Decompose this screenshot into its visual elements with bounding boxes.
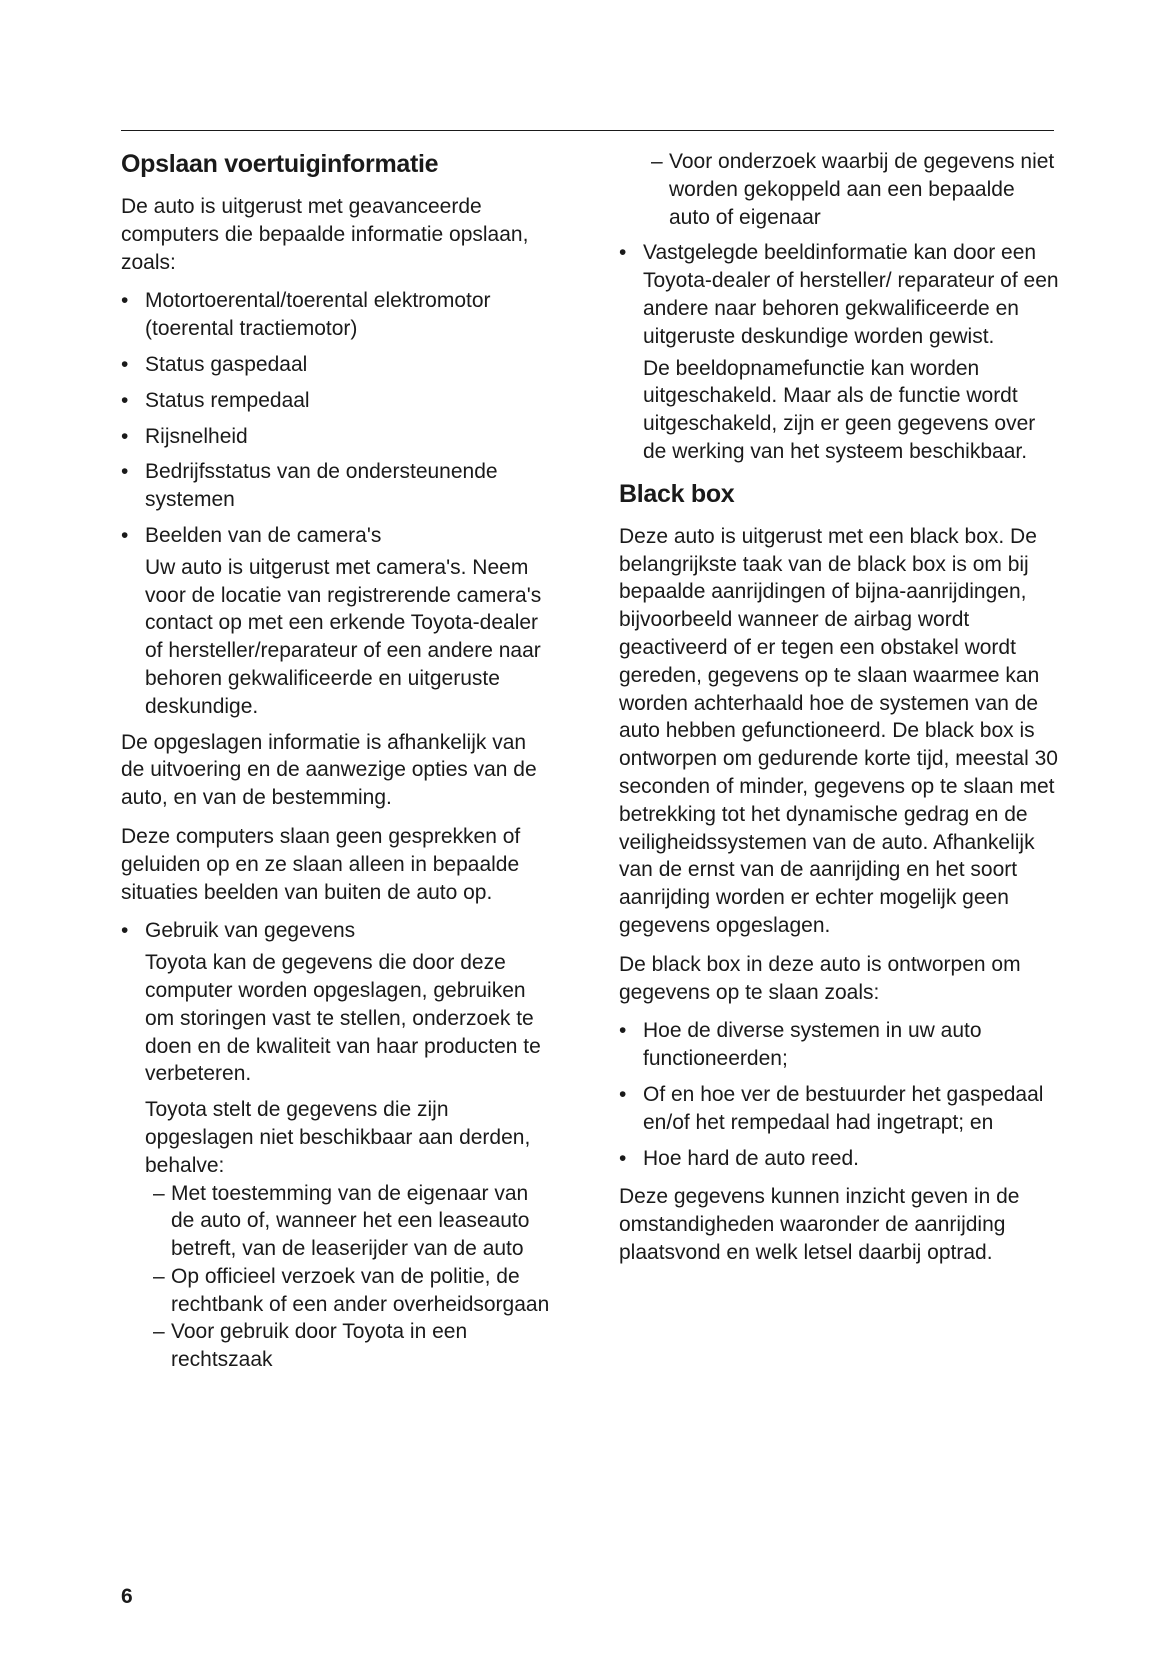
usage-paragraph-2: Toyota stelt de gegevens die zijn opgeslagen niet beschikbaar aan derden, behalve:	[145, 1098, 531, 1177]
section-title-black-box: Black box	[619, 479, 735, 508]
list-item: • Of en hoe ver de bestuurder het gaspedaal en/of het rempedaal had ingetrapt; en	[619, 1082, 1044, 1134]
left-column	[121, 148, 551, 1374]
dash-item: – Op officieel verzoek van de politie, de rechtbank of een ander overheidsorgaan	[153, 1264, 550, 1316]
list-item: • Status gaspedaal	[121, 352, 308, 376]
list-item: • Beelden van de camera's	[121, 523, 382, 547]
image-recording-note: De beeldopnamefunctie kan worden uitgeschakeld. Maar als de functie wordt uitgeschakeld, zijn er geen gegevens over de werking van het systeem beschikbaar.	[643, 356, 1036, 463]
header-rule	[121, 130, 1054, 131]
list-item: • Motortoerental/toerental elektromotor (toerental tractiemotor)	[121, 289, 491, 341]
right-column	[619, 148, 1059, 1278]
black-box-paragraph-2: De black box in deze auto is ontworpen om gegevens op te slaan zoals:	[619, 952, 1021, 1004]
paragraph-no-recordings: Deze computers slaan geen gesprekken of geluiden op en ze slaan alleen in bepaalde situaties beelden van buiten de auto op.	[121, 824, 521, 904]
paragraph-availability: De opgeslagen informatie is afhankelijk van de uitvoering en de aanwezige opties van de auto, en van de bestemming.	[121, 730, 537, 810]
list-item: • Vastgelegde beeldinformatie kan door een Toyota-dealer of hersteller/ reparateur of een andere naar behoren gekwalificeerde en uitgeruste deskundige worden gewist.	[619, 241, 1059, 348]
camera-note: Uw auto is uitgerust met camera's. Neem voor de locatie van registrerende camera's contact op met een erkende Toyota-dealer of hersteller/reparateur of een andere naar behoren gekwalificeerde en uitgeruste deskundige.	[145, 555, 542, 718]
dash-item: – Voor gebruik door Toyota in een rechtszaak	[153, 1320, 468, 1372]
list-item: • Bedrijfsstatus van de ondersteunende systemen	[121, 460, 498, 512]
list-item: • Hoe de diverse systemen in uw auto functioneerden;	[619, 1019, 982, 1071]
section-title-vehicle-info: Opslaan voertuiginformatie	[121, 150, 439, 178]
list-item: • Hoe hard de auto reed.	[619, 1146, 859, 1170]
exceptions-list	[121, 1180, 551, 1375]
list-item: • Gebruik van gegevens	[121, 919, 356, 943]
exceptions-list-continued	[619, 148, 1059, 231]
image-data-list	[619, 239, 1059, 350]
black-box-paragraph-1: Deze auto is uitgerust met een black box. De belangrijkste taak van de black box is om bij bepaalde aanrijdingen of bijna-aanrijdingen, bijvoorbeeld wanneer de airbag wordt geactiveerd of er tegen een obstakel wordt gereden, gegevens op te slaan waarmee kan worden achterhaald hoe de systemen van de auto hebben gefunctioneerd. De black box is ontworpen om gedurende korte tijd, meestal 30 seconden of minder, gegevens op te slaan met betrekking tot het dynamische gedrag en de veiligheidssystemen van de auto. Afhankelijk van de ernst van de aanrijding en het soort aanrijding worden er echter mogelijk geen gegevens opgeslagen.	[619, 524, 1058, 937]
usage-paragraph-1: Toyota kan de gegevens die door deze computer worden opgeslagen, gebruiken om storingen vast te stellen, onderzoek te doen en de kwaliteit van haar producten te verbeteren.	[145, 951, 541, 1086]
page-number: 6	[121, 1585, 133, 1608]
stored-info-list	[121, 287, 551, 549]
list-item: • Status rempedaal	[121, 388, 310, 412]
intro-paragraph: De auto is uitgerust met geavanceerde computers die bepaalde informatie opslaan, zoals:	[121, 195, 529, 274]
dash-item: – Met toestemming van de eigenaar van de auto of, wanneer het een leaseauto betreft, van de leaserijder van de auto	[153, 1181, 530, 1261]
list-item: • Rijsnelheid	[121, 424, 248, 448]
dash-item: – Voor onderzoek waarbij de gegevens niet worden gekoppeld aan een bepaalde auto of eigenaar	[651, 150, 1055, 229]
black-box-paragraph-3: Deze gegevens kunnen inzicht geven in de omstandigheden waaronder de aanrijding plaatsvond en welk letsel daarbij optrad.	[619, 1185, 1020, 1264]
usage-list	[121, 917, 551, 945]
black-box-list	[619, 1017, 1059, 1172]
